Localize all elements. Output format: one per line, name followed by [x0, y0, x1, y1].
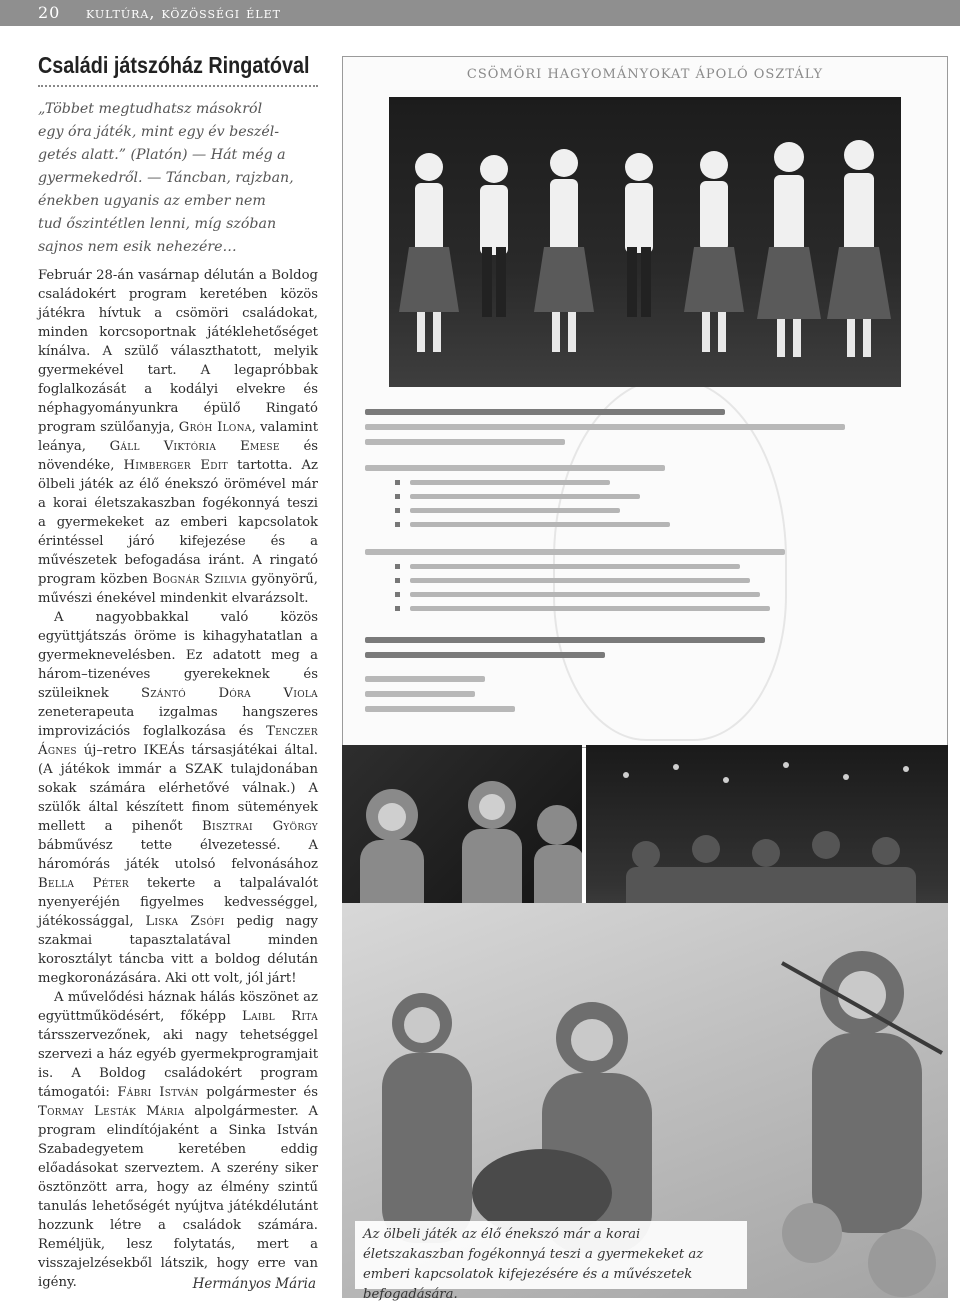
person-name: Bella Péter — [38, 876, 129, 891]
poster-text-line — [365, 652, 605, 658]
title-divider — [38, 85, 318, 87]
person-name: Gróh Ilona — [178, 420, 252, 435]
person-name: Tenczer Ágnes — [38, 724, 318, 758]
page-number: 20 — [38, 3, 61, 22]
section-title: kultúra, közösségi élet — [86, 3, 281, 22]
person-name: Liska Zsófi — [145, 914, 225, 929]
person-name: Fábri István — [117, 1085, 199, 1100]
poster-text-line — [365, 439, 565, 445]
children-silhouettes — [389, 97, 901, 387]
poster-heading: CSÖMÖRI HAGYOMÁNYOKAT ÁPOLÓ OSZTÁLY — [466, 67, 824, 82]
paragraph-1: Február 28-án vasárnap délután a Boldog családokért program keretében közös játékra hívtuk a csömöri családokat, minden korcsoportnak játéklehetőséget kínálva. A szülő választhatott, melyik gyermekével tart. A legapróbbak foglalkozását a kodályi elvekre és néphagyományunkra épülő Ringató program szülőanyja, Gróh Ilona, valamint leánya, Gáll Viktória Emese és növendéke, Himberger Edit tartotta. Az ölbeli játék az élő énekszó örömével már a korai életszakaszban fogékonnyá teszi a gyermekeket az emberi kapcsolatok érintéssel járó kifejezése és a művészetek befogadása iránt. A ringató program közben Bognár Szilvia gyönyörű, művészi énekével mindenkit elvarázsolt. — [38, 268, 319, 606]
person-name: Bisztrai György — [201, 819, 318, 834]
author-signature: Hermányos Mária — [192, 1276, 316, 1292]
poster-bullet — [365, 508, 925, 513]
poster-bullet — [365, 592, 925, 597]
article-lead-quote: „Többet megtudhatsz másokról egy óra játék, mint egy év beszél- getés alatt.” (Platón) — Hát még a gyermekedről. — Táncban, rajzban, énekben ugyanis az ember nem tud őszintétlen lenni, míg szóban sajnos nem esik nehezére… — [38, 101, 294, 255]
poster-bullet — [365, 480, 925, 485]
poster-body-text — [365, 409, 925, 721]
poster-text-line — [365, 706, 515, 712]
poster-bullet — [365, 564, 925, 569]
person-name: Szántó Dóra Viola — [141, 686, 318, 701]
poster-bullet — [365, 606, 925, 611]
person-name: Bognár Szilvia — [152, 572, 247, 587]
paragraph-3: A művelődési háznak hálás köszönet az együttműködésért, főképp Laibl Rita társszervezőnek, aki nagy tehetséggel szervezi a ház egyéb gyermekprogramjait is. A Boldog családokért program támogatói: Fábri István polgármester és Tormay Lesták Mária alpolgármester. A program elindítójaként a Sinka István Szabadegyetem keretében eddig előadásokat szerveztem. A szerény siker ösztönzött arra, hogy az élmény szintű tanulás lehetőségét nyújtva játékdélutánt hozzunk létre a családok számára. Reméljük, lesz folytatás, mert a visszajelzésekből látszik, hogy erre van igény. — [38, 990, 319, 1290]
poster-text-line — [365, 637, 765, 643]
poster-text-line — [365, 549, 785, 555]
dancing-children-photo — [389, 97, 901, 387]
poster-text-line — [365, 424, 845, 430]
person-name: Laibl Rita — [242, 1009, 319, 1024]
person-name: Gáll Viktória Emese — [109, 439, 280, 454]
paragraph-2: A nagyobbakkal való közös együttjátszás öröme is kihagyhatatlan a gyermeknevelésben. Ez adatott meg a három–tizenéves gyerekeknek és szüleiknek Szántó Dóra Viola zeneterapeuta izgalmas hangszeres improvizációs foglalkozása és Tenczer Ágnes új–retro IKEÁs társasjátékai által. (A játékok immár a SZAK tulajdonában sokak számára elérhetővé válnak.) A szülők által készített finom sütemények mellett a pihenőt Bisztrai György bábművész tette élvezetessé. A háromórás játék utolsó felvonásához Bella Péter tekerte a talpalávalót nyenyeréjén figyelmes kedvességgel, játékossággal, Liska Zsófi pedig nagy szakmai tapasztalatával minden korosztályt táncba vitt a boldog délután megkoronázására. Aki ott volt, jól járt! — [38, 610, 319, 986]
poster-text-line — [365, 409, 725, 415]
page-header — [0, 0, 960, 26]
poster-figure — [342, 56, 948, 748]
poster-text-line — [365, 465, 665, 471]
person-name: Tormay Lesták Mária — [38, 1104, 185, 1119]
article-body — [38, 266, 318, 1292]
poster-bullet — [365, 494, 925, 499]
poster-text-line — [365, 691, 475, 697]
person-name: Himberger Edit — [123, 458, 228, 473]
article-title: Családi játszóház Ringatóval — [38, 52, 310, 78]
poster-bullet — [365, 522, 925, 527]
poster-text-line — [365, 676, 485, 682]
poster-bullet — [365, 578, 925, 583]
photo-caption: Az ölbeli játék az élő énekszó már a korai életszakaszban fogékonnyá teszi a gyermekeket az emberi kapcsolatok kifejezésére és a művészetek befogadására. — [355, 1221, 747, 1289]
